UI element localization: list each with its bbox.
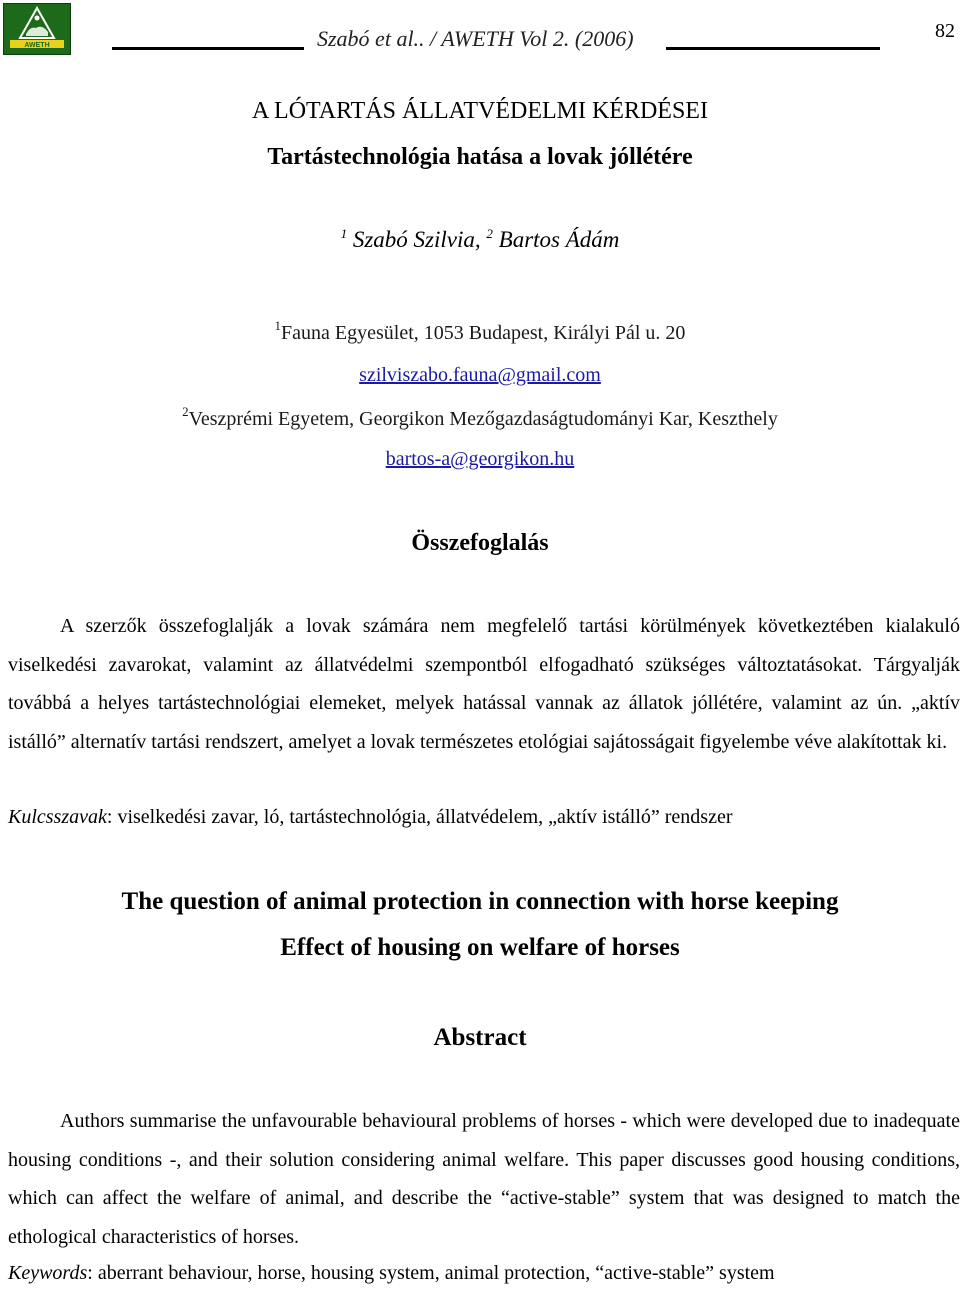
paper-subtitle-en: Effect of housing on welfare of horses bbox=[280, 934, 680, 961]
journal-logo bbox=[3, 3, 71, 55]
keywords-hu bbox=[8, 806, 733, 829]
summary-body bbox=[8, 607, 960, 761]
keywords-en bbox=[8, 1262, 775, 1285]
abstract-heading: Abstract bbox=[433, 1024, 527, 1051]
paper-subtitle-hu: Tartástechnológia hatása a lovak jóllétére bbox=[267, 144, 693, 170]
author-2-mark: 2 bbox=[486, 226, 493, 241]
keywords-en-label: Keywords bbox=[8, 1262, 88, 1284]
email-link-2[interactable]: bartos-a@georgikon.hu bbox=[385, 448, 575, 470]
running-head-text: Szabó et al.. / AWETH Vol 2. (2006) bbox=[317, 26, 634, 51]
abstract-text: Authors summarise the unfavourable behavioural problems of horses - which were developed due to inadequate housing conditions -, and their solution considering animal welfare. This paper discusses good housing conditions, which can affect the welfare of animal, and describe the “active-stable” system that was designed to match the ethological characteristics of horses. bbox=[8, 1110, 960, 1248]
keywords-hu-list: : viselkedési zavar, ló, tartástechnológia, állatvédelem, „aktív istálló” rendszer bbox=[106, 806, 733, 828]
author-1-mark: 1 bbox=[340, 226, 348, 241]
abstract-body bbox=[8, 1102, 960, 1256]
page-number: 82 bbox=[935, 20, 955, 42]
paper-title-en: The question of animal protection in connection with horse keeping bbox=[121, 888, 839, 915]
paper-title-hu: A LÓTARTÁS ÁLLATVÉDELMI KÉRDÉSEI bbox=[252, 98, 708, 124]
affiliation-2 bbox=[0, 404, 960, 431]
email-link-1[interactable]: szilviszabo.fauna@gmail.com bbox=[359, 364, 601, 386]
header-rule-right bbox=[666, 47, 880, 50]
running-header bbox=[112, 26, 882, 54]
affiliation-1-mark: 1 bbox=[274, 318, 282, 333]
keywords-hu-label: Kulcsszavak bbox=[8, 806, 107, 828]
affiliation-2-email-row bbox=[0, 448, 960, 471]
affiliation-2-mark: 2 bbox=[182, 404, 189, 419]
horse-logo-icon bbox=[4, 4, 70, 54]
summary-text: A szerzők összefoglalják a lovak számára nem megfelelő tartási körülmények következtében kialakuló viselkedési zavarokat, valamint az állatvédelmi szempontból elfogadható szükséges változtatásokat. Tárgyalják továbbá a helyes tartástechnológiai elemeket, melyek hatással vannak az állatok jóllétére, valamint az ún. „aktív istálló” alternatív tartási rendszert, amelyet a lovak természetes etológiai sajátosságait figyelembe véve alakítottak ki. bbox=[8, 615, 960, 753]
keywords-en-list: : aberrant behaviour, horse, housing system, animal protection, “active-stable” system bbox=[87, 1262, 775, 1284]
author-1-name: Szabó Szilvia, bbox=[352, 227, 481, 252]
affiliation-1 bbox=[0, 318, 960, 345]
summary-heading: Összefoglalás bbox=[411, 530, 549, 556]
svg-text:AWETH: AWETH bbox=[24, 42, 50, 49]
affiliation-1-email-row bbox=[0, 364, 960, 387]
author-list bbox=[0, 226, 960, 253]
header-rule-left bbox=[112, 47, 304, 50]
author-2-name: Bartos Ádám bbox=[498, 227, 620, 252]
affiliation-2-text: Veszprémi Egyetem, Georgikon Mezőgazdaságtudományi Kar, Keszthely bbox=[188, 408, 778, 430]
affiliation-1-text: Fauna Egyesület, 1053 Budapest, Királyi Pál u. 20 bbox=[281, 322, 686, 344]
